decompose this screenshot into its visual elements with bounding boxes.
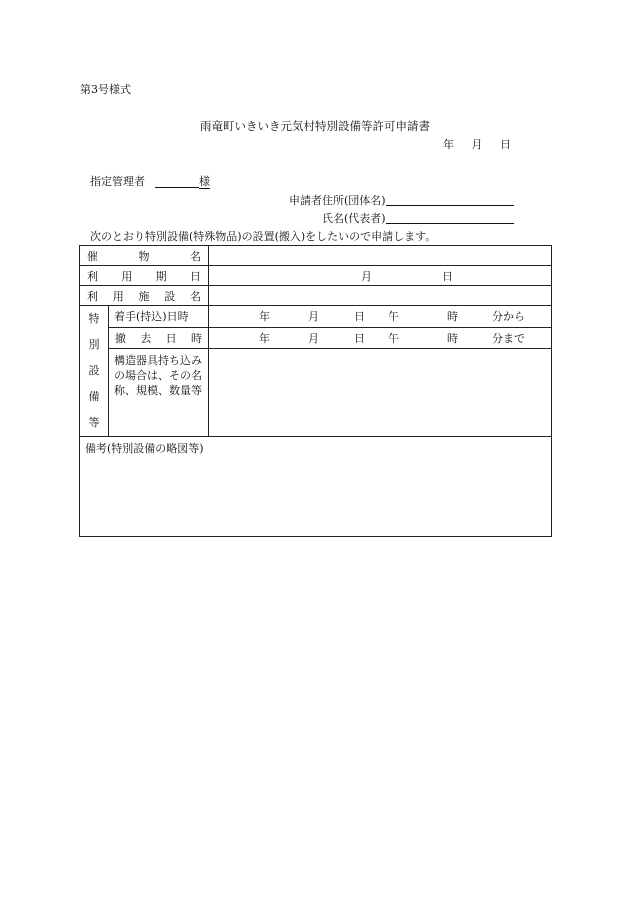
- intro-text: 次のとおり特別設備(特殊物品)の設置(搬入)をしたいので申請します。: [90, 230, 437, 243]
- addressee-blank[interactable]: [155, 177, 199, 188]
- document-title: 雨竜町いきいき元気村特別設備等許可申請書: [200, 119, 430, 133]
- form-number: 第3号様式: [80, 83, 131, 96]
- row-event-name: [80, 246, 552, 266]
- row-structure: [80, 349, 552, 437]
- applicant-name-label: 氏名(代表者): [322, 212, 386, 225]
- row-facility: [80, 286, 552, 306]
- applicant-name-line: [322, 213, 514, 224]
- facility-label: 利 用 施 設 名: [80, 286, 209, 306]
- removal-datetime-field[interactable]: 年 月 日 午 時 分まで: [209, 327, 552, 349]
- applicant-name-field[interactable]: [386, 213, 514, 224]
- addressee-suffix: 様: [199, 175, 210, 188]
- date-month: 月: [471, 138, 483, 151]
- addressee-prefix: 指定管理者: [90, 175, 145, 188]
- application-date: [443, 139, 511, 150]
- remarks-field[interactable]: [80, 437, 552, 537]
- addressee-line: [90, 176, 210, 188]
- applicant-address-line: [289, 195, 514, 206]
- application-table: [79, 245, 552, 537]
- event-name-field[interactable]: [209, 246, 552, 266]
- remarks-label: 備考(特別設備の略図等): [85, 442, 204, 455]
- date-day: 日: [500, 138, 511, 151]
- use-period-label: 利 用 期 日: [80, 266, 209, 286]
- arrival-datetime-field[interactable]: 年 月 日 午 時 分から: [209, 306, 552, 328]
- arrival-label: 着手(持込)日時: [109, 306, 209, 328]
- row-removal: [80, 327, 552, 349]
- date-year: 年: [443, 138, 454, 151]
- structure-field[interactable]: [209, 349, 552, 437]
- use-period-month: 月: [361, 269, 372, 283]
- structure-label: 構造器具持ち込みの場合は、その名称、規模、数量等: [109, 349, 209, 437]
- applicant-address-field[interactable]: [386, 195, 514, 206]
- row-remarks: [80, 437, 552, 537]
- row-arrival: [80, 306, 552, 328]
- applicant-address-label: 申請者住所(団体名): [289, 194, 386, 207]
- special-equipment-label: 特 別 設 備 等: [80, 306, 109, 437]
- removal-label: 撤 去 日 時: [109, 327, 209, 349]
- use-period-field[interactable]: [209, 266, 552, 286]
- row-use-period: [80, 266, 552, 286]
- use-period-day: 日: [442, 269, 453, 283]
- facility-field[interactable]: [209, 286, 552, 306]
- event-name-label: 催 物 名: [80, 246, 209, 266]
